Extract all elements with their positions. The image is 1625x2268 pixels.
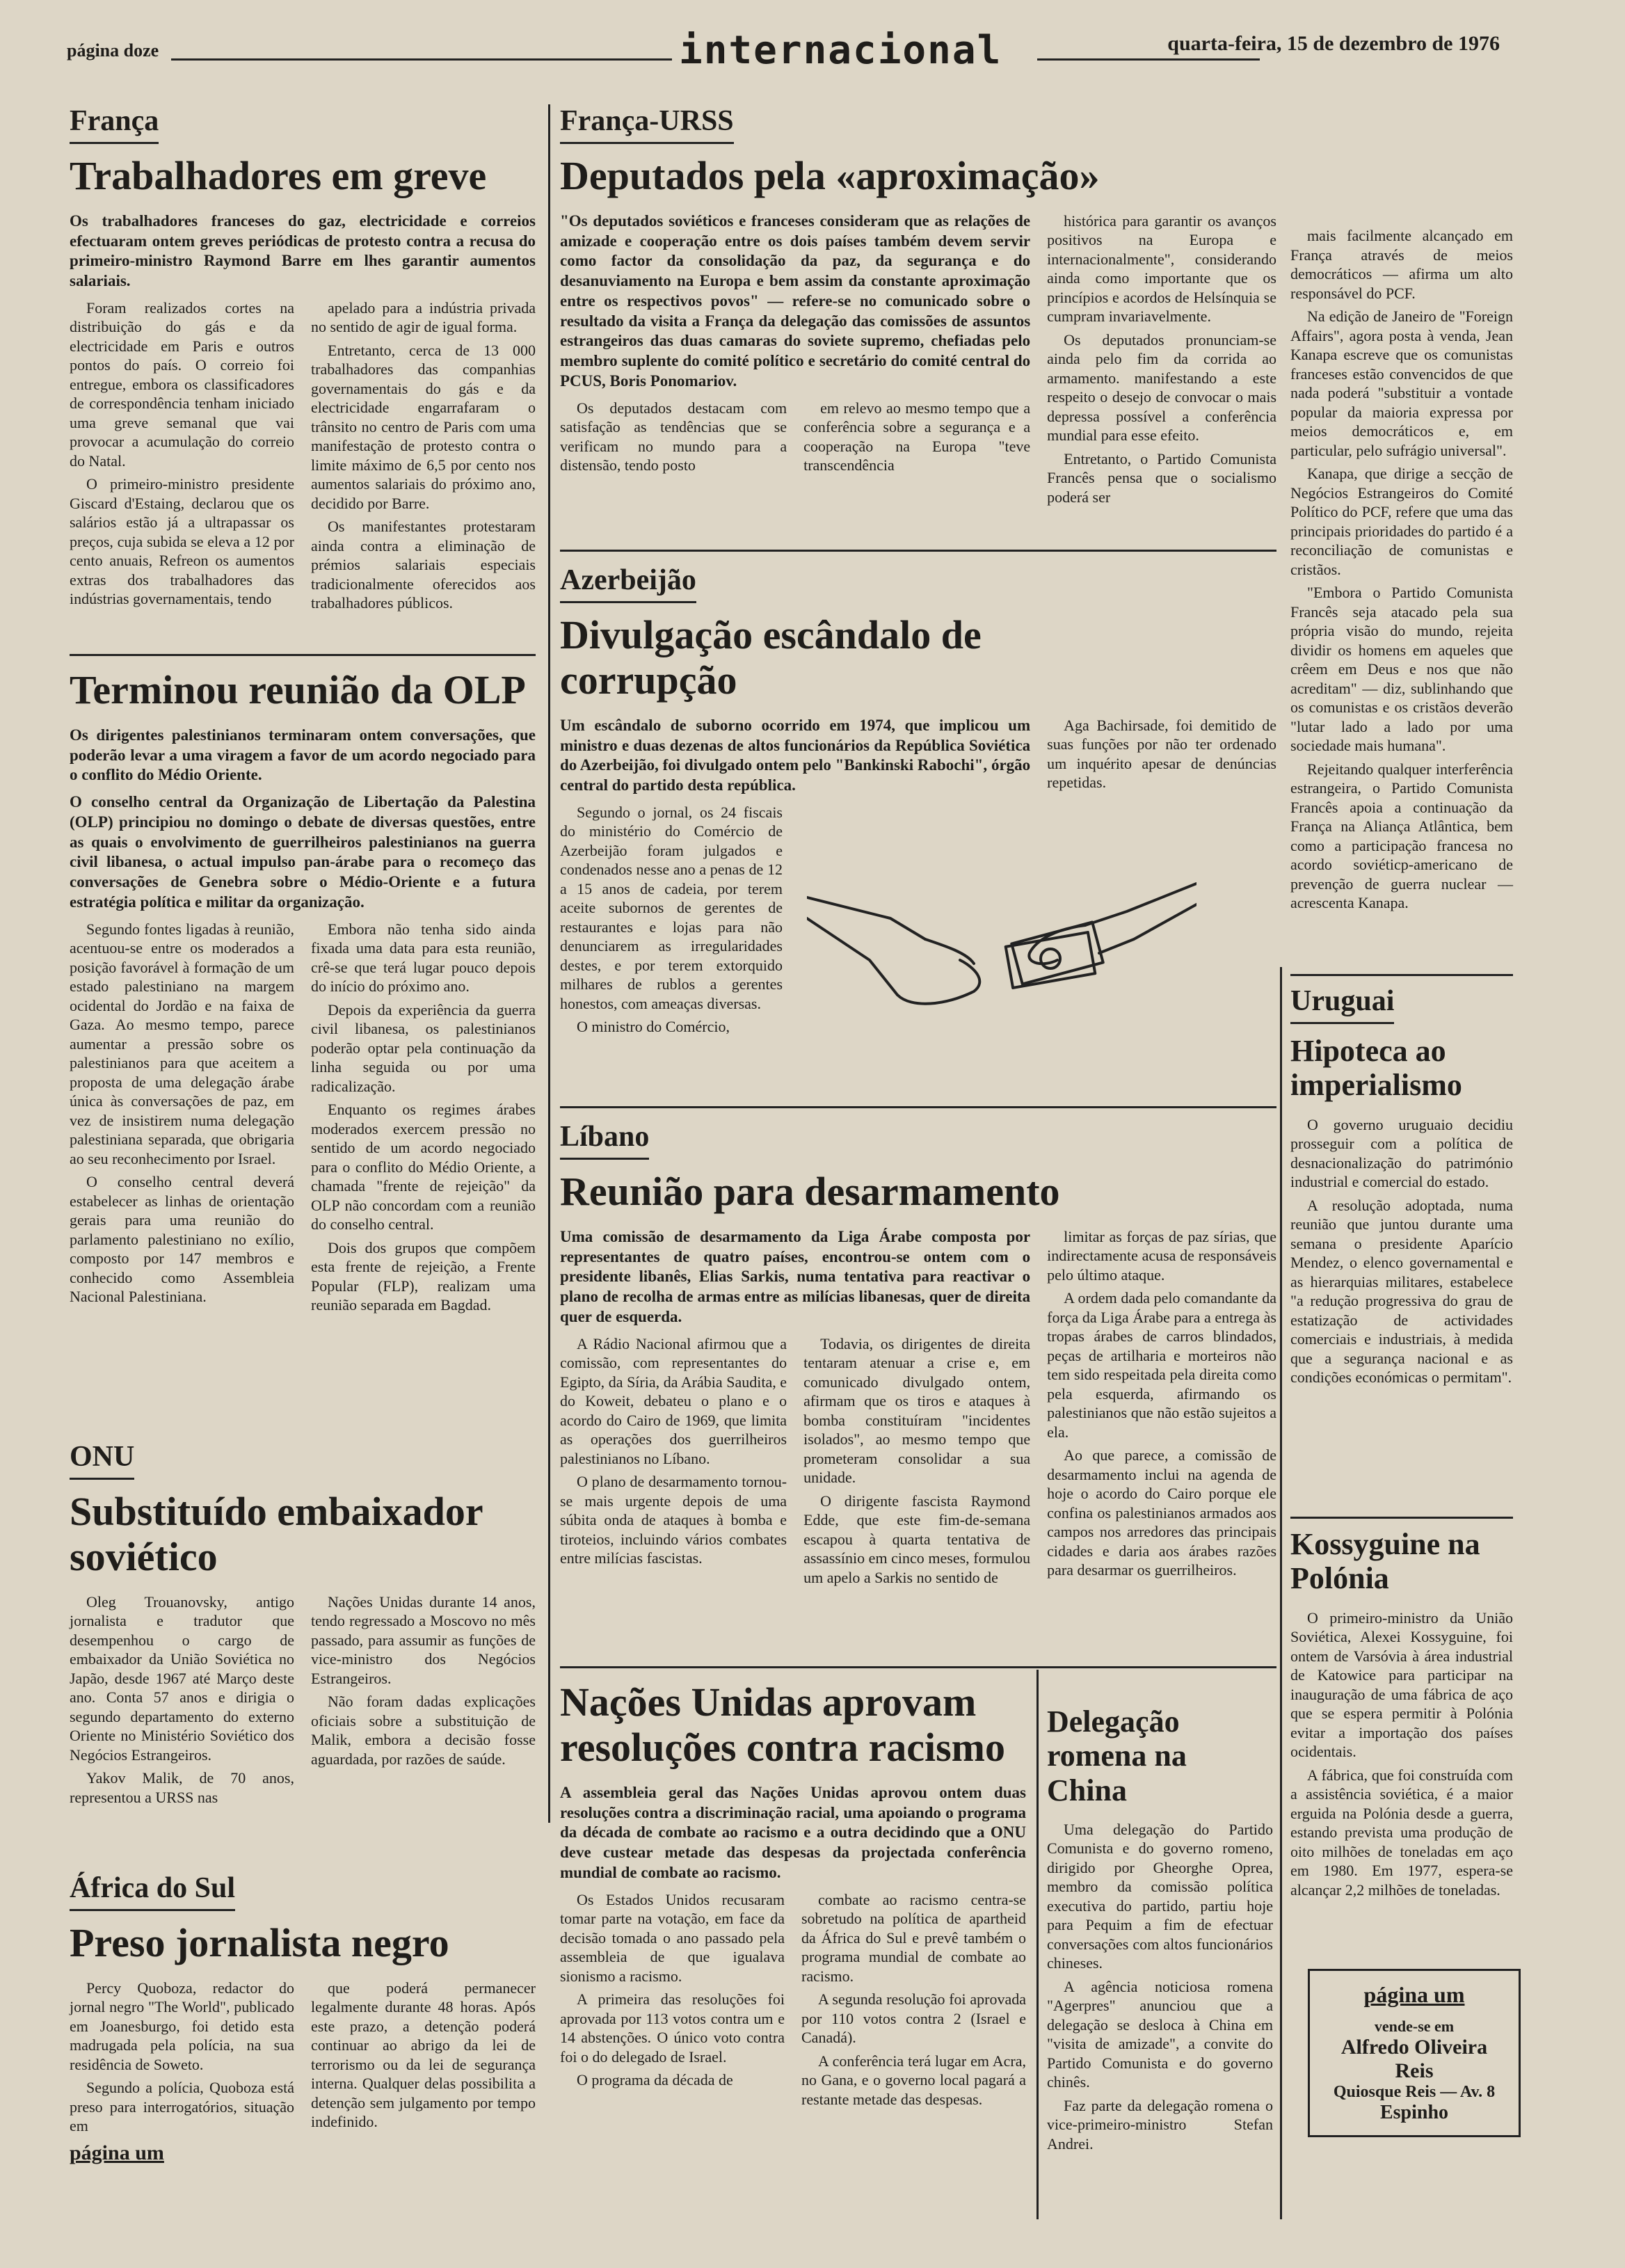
paragraph: Os deputados destacam com satisfação as tendências que se verificam no mundo para a distensão, tendo posto [560,399,787,474]
paragraph: A resolução adoptada, numa reunião que juntou durante uma semana o presidente Aparício Mendez, o elenco governamental e as hierarquias militares, estabelece "a redução progressiva do grau de estatização de actividades comerciais e industriais, à medida que a segurança nacional e as condições económicas o permitam". [1290,1196,1513,1387]
headline: Preso jornalista negro [70,1920,449,1965]
article-urss [560,104,1276,511]
kicker: África do Sul [70,1871,235,1911]
paragraph: Nações Unidas durante 14 anos, tendo regressado a Moscovo no mês passado, para assumir as funções de vice-ministro dos Negócios Estrangeiros. [311,1592,536,1687]
paragraph: Os manifestantes protestaram ainda contra a eliminação de prémios salariais especiais tradicionalmente oferecidos aos trabalhadores públicos. [311,518,536,612]
advertisement-box [1308,1969,1521,2137]
lead: O conselho central da Organização de Libertação da Palestina (OLP) principiou no domingo o debate de diversas questões, entre as quais o envolvimento de guerrilheiros palestinianos na guerra civil libanesa, o actual impulso pan-árabe para o recomeço das conversações de Genebra sobre o Médio-Oriente e a futura estratégia política e militar da organização. [70,793,536,911]
advert-line: Quiosque Reis — Av. 8 [1333,2083,1496,2101]
lead: Os dirigentes palestinianos terminaram ontem conversações, que poderão levar a uma viragem a favor de um acordo negociado para o conflito do Médio Oriente. [70,726,536,784]
section-rule [1290,1517,1513,1519]
paragraph: A fábrica, que foi construída com a assistência soviética, é a maior erguida na Polónia desde a guerra, estando prevista uma produção de oito milhões de toneladas em aço em 1980. Em 1977, espera-se alcançar 2,2 milhões de toneladas. [1290,1766,1513,1899]
headline: Hipoteca ao imperialismo [1290,1034,1462,1103]
paragraph: O conselho central deverá estabelecer as linhas de orientação gerais para uma reunião do parlamento palestiniano no exílio, composto por 147 membros e conhecido como Assembleia Nacional Palestiniana. [70,1173,294,1306]
paragraph: Os Estados Unidos recusaram tomar parte na votação, em face da decisão tomada o ano passado pela assembleia de que igualava sionismo a racismo. [560,1890,785,1985]
article-column [1047,1820,1273,2154]
paragraph: A conferência terá lugar em Acra, no Gana, e o governo local pagará a restante metade das despesas. [801,2052,1026,2108]
article-column [560,1890,785,2114]
kicker: Líbano [560,1120,649,1160]
kicker: França-URSS [560,104,734,144]
section-rule [70,654,536,656]
paragraph: Entretanto, o Partido Comunista Francês pensa que o socialismo poderá ser [1047,449,1276,506]
paragraph: em relevo ao mesmo tempo que a conferência sobre a segurança e a cooperação na Europa "teve transcendência [803,399,1031,474]
paragraph: apelado para a indústria privada no sentido de agir de igual forma. [311,298,536,336]
article-column [311,920,536,1319]
lead: Uma comissão de desarmamento da Liga Árabe composta por representantes de quatro países, encontrou-se ontem com o presidente libanês, Elias Sarkis, numa tentativa para reactivar o plano de recolha de armas entre as milícias libanesas, quer de direita quer de esquerda. [560,1227,1031,1325]
paragraph: Foram realizados cortes na distribuição do gás e da electricidade em Paris e outros pontos do país. O correio foi entregue, embora os classificadores de correspondência tenham iniciado uma greve semanal que vai provocar a acumulação do correio do Natal. [70,298,294,470]
paragraph: Todavia, os dirigentes de direita tentaram atenuar a crise e, em comunicado divulgado ontem, afirmam que os tiros e ataques à bomba constituíram "incidentes isolados", ao mesmo tempo que prometeram consolidar a sua unidade. [803,1334,1031,1487]
paragraph: Rejeitando qualquer interferência estrangeira, o Partido Comunista Francês apoia a continuação da França na Aliança Atlântica, bem como a participação francesa no acordo soviéticp-americano de prevenção de guerra nuclear — acrescenta Kanapa. [1290,760,1513,911]
paragraph: Aga Bachirsade, foi demitido de suas funções por não ter ordenado um inquérito apesar de denúncias repetidas. [1047,716,1276,792]
bribe-handshake-illustration [807,870,1196,1016]
article-column [560,399,787,479]
paragraph: O programa da década de [577,2071,733,2089]
paragraph: Faz parte da delegação romena o vice-primeiro-ministro Stefan Andrei. [1047,2096,1273,2153]
section-rule [560,1666,1276,1668]
paragraph: O plano de desarmamento tornou-se mais urgente depois de uma súbita onda de ataques à bomba e tiroteios, incluindo vários combates entre milícias fascistas. [560,1473,787,1567]
kicker: França [70,104,159,144]
footer-logo: página um [70,2141,164,2164]
paragraph: Embora não tenha sido ainda fixada uma data para esta reunião, crê-se que terá lugar pouco depois do início do próximo ano. [311,920,536,996]
paragraph: Entretanto, cerca de 13 000 trabalhadores das companhias governamentais do gás e da electricidade engarrafaram o trânsito no centro de Paris com uma manifestação de protesto contra o limite máximo de 6,5 por cento nos aumentos salariais do próximo ano, decidido por Barre. [311,341,536,512]
article-column [311,1979,536,2166]
paragraph: Na edição de Janeiro de "Foreign Affairs", agora posta à venda, Jean Kanapa escreve que os comunistas franceses estão convencidos de que nada poderá "substituir a vontade popular da maioria expressa por meios democráticos e, em particular, pelo sufrágio universal". [1290,308,1513,459]
paragraph: combate ao racismo centra-se sobretudo na política de apartheid da África do Sul e prevê também o programa mundial de combate ao racismo. [801,1890,1026,1985]
paragraph: A agência noticiosa romena "Agerpres" anunciou que a delegação se desloca à China em "visita de amizade", a convite do Partido Comunista e do governo chinês. [1047,1977,1273,2091]
article-column [1047,1227,1276,1591]
advert-line: Reis [1395,2059,1434,2082]
kicker: Uruguai [1290,984,1394,1024]
headline: Trabalhadores em greve [70,153,487,198]
advert-line: Alfredo Oliveira [1340,2036,1488,2059]
headline: Deputados pela «aproximação» [560,153,1100,198]
article-column [311,298,536,617]
article-column [70,920,294,1319]
article-column [1290,1608,1513,1900]
paragraph: Os deputados pronunciam-se ainda pelo fim da corrida ao armamento. manifestando a este respeito o desejo de convocar o mais depressa possível a conferência mundial para esse efeito. [1047,330,1276,445]
paragraph: O primeiro-ministro da União Soviética, Alexei Kossyguine, foi ontem de Varsóvia à área industrial de Katowice para participar na inauguração de uma fábrica de aço que se espera permitir à Polónia evitar a importação dos países ocidentais. [1290,1608,1513,1761]
article-franca [70,104,536,617]
headline: Delegação romena na China [1047,1704,1187,1807]
article-column [803,1334,1030,1592]
section-title: internacional [679,28,1002,73]
paragraph: Kanapa, que dirige a secção de Negócios Estrangeiros do Comité Político do PCF, refere que uma das principais prioridades do partido é a reconciliação de comunistas e cristãos. [1290,465,1513,578]
paragraph: O governo uruguaio decidiu prosseguir com a política de desnacionalização do património industrial e comercial do estado. [1290,1115,1513,1191]
article-nacoes-unidas [560,1680,1026,2113]
article-column [560,1334,787,1592]
headline: Substituído embaixador soviético [70,1489,483,1579]
article-column [803,399,1030,479]
article-column [560,211,1030,511]
advert-line: vende-se em [1374,2018,1455,2035]
article-onu [70,1440,536,1811]
paragraph: Uma delegação do Partido Comunista e do governo romeno, dirigido por Gheorghe Oprea, membro da comissão política executiva do partido, partiu hoje para Pequim a fim de efectuar conversações com altos funcionários chineses. [1047,1820,1273,1972]
column-divider [1280,967,1282,2219]
paragraph: histórica para garantir os avanços positivos na Europa e internacionalmente", considerando ainda como importante que os princípios e acordos de Helsínquia se cumpram invariavelmente. [1047,211,1276,326]
headline: Divulgação escândalo de corrupção [560,612,982,703]
article-column [560,1227,1030,1591]
paragraph: O ministro do Comércio, [577,1018,730,1036]
masthead-rule-left [171,58,672,61]
kicker: Azerbeijão [560,564,696,603]
paragraph: Depois da experiência da guerra civil libanesa, os palestinianos poderão optar pela continuação da linha seguida ou por uma radicalização. [311,1000,536,1095]
paragraph: A Rádio Nacional afirmou que a comissão, com representantes do Egipto, da Síria, da Arábia Saudita, e do Koweit, debateu o plano e o acordo do Cairo de 1969, que limita as operações dos guerrilheiros palestinianos no Líbano. [560,1334,787,1467]
lead: Um escândalo de suborno ocorrido em 1974, que implicou um ministro e duas dezenas de altos funcionários da República Soviética do Azerbeijão, foi divulgado ontem pelo "Bankinski Rabochi", órgão central do partido desta república. [560,716,1031,794]
headline: Terminou reunião da OLP [70,667,526,712]
section-rule [560,550,1276,552]
paragraph: limitar as forças de paz sírias, que indirectamente acusa de responsáveis pelo último ataque. [1047,1227,1276,1284]
article-column [1047,211,1276,511]
paragraph: Oleg Trouanovsky, antigo jornalista e tradutor que desempenhou o cargo de embaixador da União Soviética no Japão, desde 1967 até Março deste ano. Conta 57 anos e dirigia o segundo departamento do externo Oriente no Ministério Soviético dos Negócios Estrangeiros. [70,1592,294,1764]
headline: Nações Unidas aprovam resoluções contra racismo [560,1679,1005,1770]
paragraph: A ordem dada pelo comandante da força da Liga Árabe para a entrega às tropas árabes de carros blindados, peças de artilharia e morteiros não tem sido respeitada pela direita como pela esquerda, afirmando os palestinianos que não estão sujeitos a ela. [1047,1289,1276,1441]
masthead [67,28,1500,73]
article-libano [560,1120,1276,1591]
paragraph: que poderá permanecer legalmente durante 48 horas. Após este prazo, a detenção poderá continuar ao abrigo da lei de terrorismo ou da lei de segurança interna. Qualquer delas possibilita a detenção sem julgamento por tempo indefinido. [311,1979,536,2131]
article-olp [70,668,536,1319]
masthead-rule-right [1037,58,1260,61]
section-rule [1290,974,1513,976]
article-column [560,803,783,1037]
kicker: ONU [70,1440,134,1480]
paragraph: Ao que parece, a comissão de desarmamento inclui na agenda de hoje o acordo do Cairo porque ele confina os palestinianos armados aos campos nos arredores das principais cidades e daria aos árabes razões para desarmar os guerrilheiros. [1047,1446,1276,1579]
paragraph: Dois dos grupos que compõem esta frente de rejeição, a Frente Popular (FLP), realizam uma reunião separada em Bagdad. [311,1238,536,1314]
article-delegacao [1047,1704,1273,2157]
column-divider [548,104,550,1823]
article-column [801,1890,1026,2114]
paragraph: Não foram dadas explicações oficiais sobre a substituição de Malik, embora a decisão fosse aguardada, por razões de saúde. [311,1693,536,1768]
lead: "Os deputados soviéticos e franceses consideram que as relações de amizade e cooperação entre os dois países também devem servir como factor da consolidação da paz, da segurança e do desanuviamento na Europa e bem assim da constante aproximação entre os respectivos povos" — refere-se no comunicado sobre o resultado da visita a França da delegação das comissões de assuntos estrangeiros das duas camaras do soviete supremo, chefiadas pelo membro suplente do comité político e secretário do comité central do PCUS, Boris Ponomariov. [560,211,1031,390]
paragraph: O dirigente fascista Raymond Edde, que este fim-de-semana escapou à quarta tentativa de assassínio em cinco meses, formulou um apelo a Sarkis no sentido de [803,1492,1031,1586]
paragraph: Percy Quoboza, redactor do jornal negro "The World", publicado em Joanesburgo, foi detido esta madrugada pela polícia, na sua residência de Soweto. [70,1979,294,2073]
article-column [70,1979,294,2166]
paragraph: A primeira das resoluções foi aprovada por 113 votos contra um e 14 abstenções. O único voto contra foi o do delegado de Israel. [560,1990,785,2066]
article-kossyguine [1290,1527,1513,1903]
article-column [70,1592,294,1812]
advert-line: Espinho [1379,2102,1449,2123]
article-column [1290,226,1513,913]
paragraph: Enquanto os regimes árabes moderados exercem pressão no sentido de um acordo negociado para o conflito do Médio Oriente, a chamada "frente de rejeição" da OLP não concordam com a reunião do conselho central. [311,1101,536,1233]
lead: A assembleia geral das Nações Unidas aprovou ontem duas resoluções contra a discriminação racial, uma apoiando o programa da década de combate ao racismo e a outra decidindo que a ONU deve custear metade das despesas da projectada conferência mundial de combate ao racismo. [560,1783,1026,1881]
paragraph: Segundo a polícia, Quoboza está preso para interrogatórios, situação em [70,2079,294,2135]
paragraph: Yakov Malik, de 70 anos, representou a URSS nas [70,1769,294,1806]
article-column [1290,1115,1513,1387]
advert-logo: página um [1363,1982,1465,2007]
column-divider [1036,1670,1039,2219]
headline: Reunião para desarmamento [560,1169,1060,1214]
paragraph: Segundo fontes ligadas à reunião, acentuou-se entre os moderados a posição favorável à formação de um estado palestiniano na margem ocidental do Jordão e na faixa de Gaza. Ao mesmo tempo, parece aumentar a pressão sobre os palestinianos para que aceitem a proposta de uma delegação árabe única às conversações de paz, em vez de insistirem numa delegação palestiniana separada, que obrigaria ao seu reconhecimento por Israel. [70,920,294,1167]
paragraph: mais facilmente alcançado em França através de meios democráticos — afirma um alto responsável do PCF. [1290,227,1513,302]
article-column [311,1592,536,1812]
paragraph: "Embora o Partido Comunista Francês seja atacado pela sua própria visão do mundo, rejeita dividir os homens em aqueles que crêem em Deus e nos que não acreditam" — diz, sublinhando que os comunistas e os cristãos deverão "lutar lado a lado por uma sociedade mais humana". [1290,584,1513,754]
article-column [70,298,294,617]
paragraph: O primeiro-ministro presidente Giscard d'Estaing, declarou que os salários estão já a ultrapassar os preços, cuja subida se eleva a 12 por cento anuais, Refreon os aumentos extras dos trabalhadores das indústrias governamentais, tendo [70,475,294,608]
headline: Kossyguine na Polónia [1290,1527,1480,1596]
page-label: página doze [67,40,159,61]
lead: Os trabalhadores franceses do gaz, electricidade e correios efectuaram ontem greves periódicas de protesto contra a recusa do primeiro-ministro Raymond Barre em lhes garantir aumentos salariais. [70,211,536,290]
paragraph: Segundo o jornal, os 24 fiscais do ministério do Comércio de Azerbeijão foram julgados e condenados nesse ano a penas de 12 a 15 anos de cadeia, por terem aceite subornos de gerentes de restaurantes e lojas para não denunciarem as irregularidades destes, e por terem extorquido milhares de rublos a gerentes honestos, com ameaças diversas. [560,803,783,1012]
article-uruguai [1290,984,1513,1391]
article-africa [70,1871,536,2166]
article-urss-continuation [1290,226,1513,917]
issue-date: quarta-feira, 15 de dezembro de 1976 [1167,32,1500,55]
section-rule [560,1106,1276,1108]
paragraph: A segunda resolução foi aprovada por 110 votos contra 2 (Israel e Canadá). [801,1990,1026,2047]
